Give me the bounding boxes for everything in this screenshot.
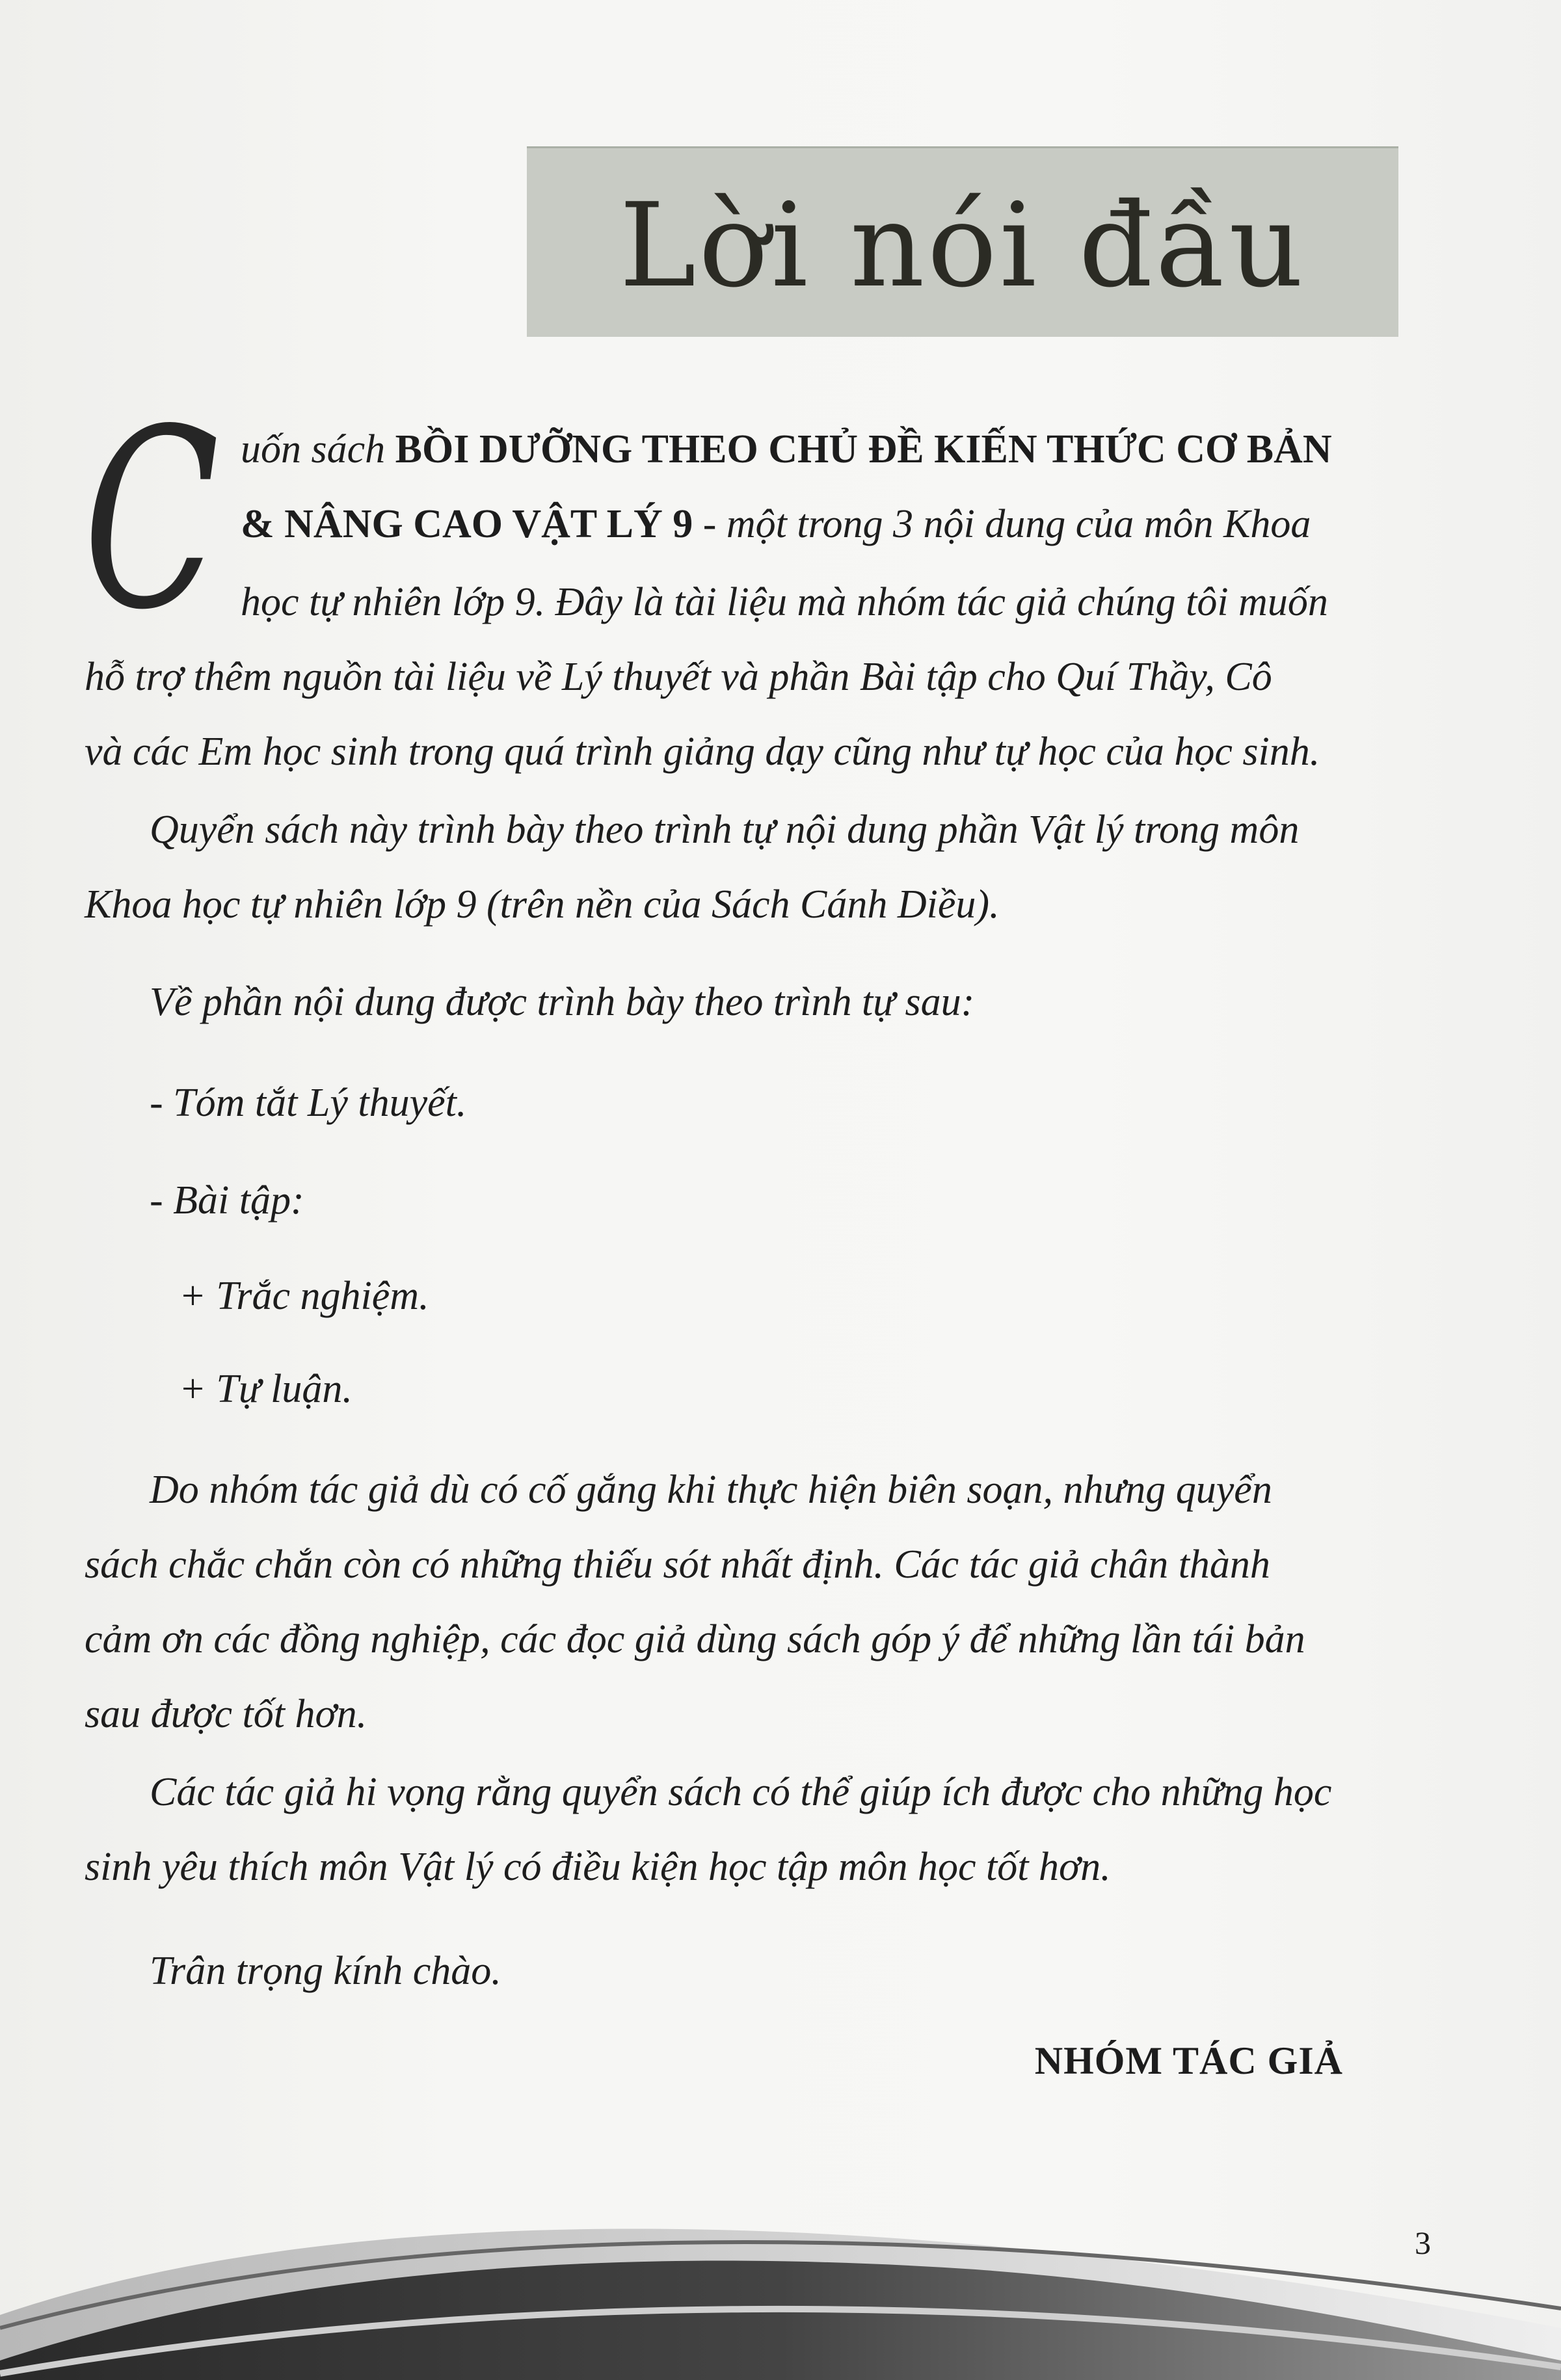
intro-line-5: và các Em học sinh trong quá trình giảng dạy cũng như tự học của học sinh.	[85, 730, 1320, 774]
para5-line-1: Các tác giả hi vọng rằng quyển sách có thể giúp ích được cho những học	[150, 1770, 1332, 1814]
book-title-part-2: & NÂNG CAO VẬT LÝ 9	[241, 502, 693, 546]
para4-line-3: cảm ơn các đồng nghiệp, các đọc giả dùng sách góp ý để những lần tái bản	[85, 1617, 1305, 1661]
author-signature: NHÓM TÁC GIẢ	[1034, 2039, 1343, 2082]
list-item-exercises: - Bài tập:	[150, 1178, 304, 1223]
para4-line-2: sách chắc chắn còn có những thiếu sót nhất định. Các tác giả chân thành	[85, 1542, 1270, 1587]
book-title-part-1: BỒI DƯỠNG THEO CHỦ ĐỀ KIẾN THỨC CƠ BẢN	[395, 427, 1332, 471]
list-item-theory: - Tóm tắt Lý thuyết.	[150, 1081, 467, 1125]
para5-line-2: sinh yêu thích môn Vật lý có điều kiện học tập môn học tốt hơn.	[85, 1845, 1111, 1889]
drop-cap-letter: C	[83, 376, 220, 664]
intro-line-3: học tự nhiên lớp 9. Đây là tài liệu mà nhóm tác giả chúng tôi muốn	[241, 580, 1328, 624]
page-title: Lời nói đầu	[619, 178, 1306, 313]
closing-greeting: Trân trọng kính chào.	[150, 1949, 501, 1993]
para4-line-1: Do nhóm tác giả dù có cố gắng khi thực hiện biên soạn, nhưng quyển	[150, 1468, 1272, 1512]
intro-line-2-rest: - một trong 3 nội dung của môn Khoa	[693, 502, 1311, 546]
intro-line-2	[241, 504, 1311, 544]
para2-line-2: Khoa học tự nhiên lớp 9 (trên nền của Sách Cánh Diều).	[85, 882, 1000, 927]
para3: Về phần nội dung được trình bày theo trình tự sau:	[150, 980, 975, 1024]
decorative-wave-footer	[0, 2165, 1561, 2380]
list-subitem-essay: + Tự luận.	[179, 1367, 353, 1411]
para4-line-4: sau được tốt hơn.	[85, 1692, 367, 1736]
title-banner	[527, 146, 1398, 337]
list-subitem-multiple-choice: + Trắc nghiệm.	[179, 1274, 429, 1318]
intro-line-1	[241, 429, 1332, 469]
page-number: 3	[1415, 2225, 1431, 2261]
para2-line-1: Quyển sách này trình bày theo trình tự nội dung phần Vật lý trong môn	[150, 808, 1300, 852]
intro-line-4: hỗ trợ thêm nguồn tài liệu về Lý thuyết và phần Bài tập cho Quí Thầy, Cô	[85, 655, 1272, 699]
intro-lead-text: uốn sách	[241, 427, 395, 471]
